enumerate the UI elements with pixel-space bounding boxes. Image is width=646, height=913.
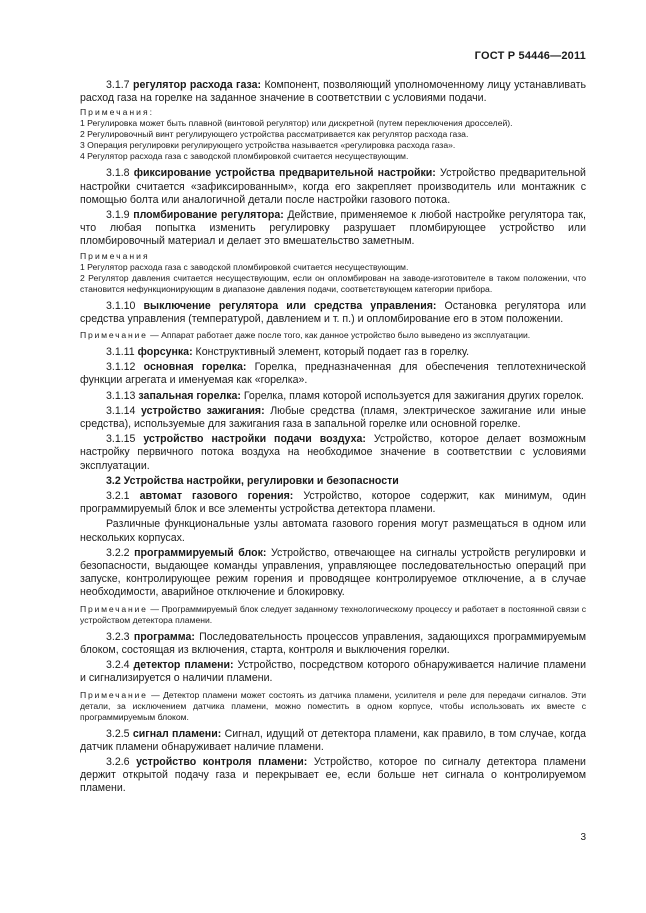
term: устройство настройки подачи воздуха: bbox=[143, 433, 366, 446]
clause-number: 3.1.7 bbox=[106, 79, 130, 91]
clause-number: 3.1.12 bbox=[106, 361, 136, 374]
definition-text: Остановка регулятора или средства управления (температурой, давлением и т. п.) и опломбирование его в этом положении. bbox=[80, 299, 586, 325]
clause-number: 3.1.8 bbox=[106, 167, 130, 180]
term: детектор пламени: bbox=[133, 659, 234, 672]
definition-text: Любые средства (пламя, электрическое зажигание или иные средства), используемые для зажигания газа в запальной горелке или основной горелке. bbox=[80, 404, 586, 431]
term: запальная горелка: bbox=[138, 389, 241, 402]
definition-3-1-7 bbox=[80, 79, 586, 105]
note-item: 2 Регулятор давления считается несуществующим, если он опломбирован на заводе-изготовителе в таком положении, что становится нефункционирующим в диапазоне давления подачи, соответствующем категории прибора. bbox=[80, 272, 586, 294]
term: основная горелка: bbox=[143, 361, 247, 374]
term: форсунка: bbox=[137, 346, 193, 359]
note-text: — Программируемый блок следует заданному технологическому процессу и работает в постоянной связи с устройством детектора пламени. bbox=[80, 603, 586, 625]
term: автомат газового горения: bbox=[139, 490, 294, 503]
standard-designation: ГОСТ Р 54446—2011 bbox=[474, 50, 586, 62]
clause-number: 3.1.10 bbox=[106, 299, 136, 312]
note-item: 1 Регулировка может быть плавной (винтовой регулятор) или дискретной (путем переключения дросселей). bbox=[80, 118, 513, 129]
term: регулятор расхода газа: bbox=[133, 79, 262, 91]
definition-text: Последовательность процессов управления, задающихся программируемым блоком, состоящая из включения, старта, контроля и выключения горелки. bbox=[80, 630, 586, 656]
note-item: 2 Регулировочный винт регулирующего устройства рассматривается как регулятор расхода газа. bbox=[80, 129, 469, 140]
definition-text: Устройство предварительной настройки считается «зафиксированным», когда его закрепляет производитель или монтажник с помощью болта или аналогичной детали после настройки газового потока. bbox=[80, 167, 586, 206]
definition-3-1-11 bbox=[80, 346, 586, 359]
definition-text: Устройство, которое по сигналу детектора пламени держит открытой подачу газа и перекрывает ее, если больше нет сигнала о контролируемом пламени. bbox=[80, 755, 586, 795]
term: выключение регулятора или средства управления: bbox=[143, 299, 437, 312]
section-heading: 3.2 Устройства настройки, регулировки и безопасности bbox=[106, 474, 399, 487]
clause-number: 3.2.4 bbox=[106, 659, 130, 672]
definition-3-2-5 bbox=[80, 728, 586, 754]
term: пломбирование регулятора: bbox=[133, 209, 284, 222]
notes-heading: Примечания: bbox=[80, 107, 155, 118]
term: устройство зажигания: bbox=[141, 404, 265, 417]
clause-number: 3.1.13 bbox=[106, 389, 136, 402]
clause-number: 3.2.3 bbox=[106, 630, 130, 643]
clause-number: 3.1.15 bbox=[106, 433, 136, 446]
document-body bbox=[80, 79, 586, 798]
definition-text: Компонент, позволяющий уполномоченному лицу устанавливать расход газа на горелке на заданное значение в соответствии с условиями подачи. bbox=[80, 79, 586, 105]
definition-text: Действие, применяемое к любой настройке регулятора так, что любая попытка изменить регулировку разрушает пломбирующее устройство или пломбировочный материал и делает это вмешательство заметным. bbox=[80, 209, 587, 248]
paragraph: Различные функциональные узлы автомата газового горения могут размещаться в одном или нескольких корпусах. bbox=[80, 518, 586, 544]
clause-number: 3.2.6 bbox=[106, 755, 130, 768]
definition-text: Устройство, отвечающее на сигналы устройств регулировки и безопасности, выдающее команды управления, управляющее последовательностью операций при запуске, контролирующее режим горения и проводящее контролируемое отключение, а в случае необходимости, аварийное отключение и блокировку. bbox=[80, 546, 586, 599]
definition-3-2-3 bbox=[80, 631, 586, 657]
note-label: Примечание bbox=[80, 603, 148, 614]
term: программа: bbox=[133, 630, 195, 643]
definition-text: Сигнал, идущий от детектора пламени, как правило, в том случае, когда датчик пламени обнаруживает наличие пламени. bbox=[80, 727, 586, 753]
clause-number: 3.2.2 bbox=[106, 546, 130, 559]
note-item: 4 Регулятор расхода газа с заводской пломбировкой считается несуществующим. bbox=[80, 151, 409, 162]
note-item: 1 Регулятор расхода газа с заводской пломбировкой считается несуществующим. bbox=[80, 261, 409, 272]
term: устройство контроля пламени: bbox=[136, 755, 308, 768]
definition-3-1-10 bbox=[80, 300, 586, 326]
definition-text: Конструктивный элемент, который подает газ в горелку. bbox=[192, 346, 470, 359]
term: программируемый блок: bbox=[134, 546, 267, 559]
definition-text: Горелка, пламя которой используется для зажигания других горелок. bbox=[240, 389, 584, 402]
note-paragraph bbox=[80, 330, 586, 341]
term: фиксирование устройства предварительной настройки: bbox=[133, 167, 436, 180]
term: сигнал пламени: bbox=[132, 727, 222, 740]
clause-number: 3.1.11 bbox=[106, 346, 135, 359]
definition-3-1-12 bbox=[80, 361, 586, 387]
definition-3-1-15 bbox=[80, 433, 586, 473]
note-label: Примечание bbox=[80, 689, 148, 700]
definition-3-2-6 bbox=[80, 756, 586, 796]
note-paragraph bbox=[80, 604, 586, 626]
definition-text: Устройство, которое содержит, как минимум, один программируемый блок и все элементы устройства детектора пламени. bbox=[80, 490, 586, 516]
note-text: — Аппарат работает даже после того, как данное устройство было выведено из эксплуатации. bbox=[147, 330, 531, 341]
clause-number: 3.1.14 bbox=[106, 404, 136, 417]
definition-3-2-4 bbox=[80, 659, 586, 685]
definition-text: Горелка, предназначенная для обеспечения теплотехнической функции агрегата и именуемая как «горелка». bbox=[80, 361, 586, 387]
definition-3-2-2 bbox=[80, 547, 586, 600]
definition-text: Устройство, которое делает возможным настройку первичного потока воздуха на необходимое значение в соответствии с условиями эксплуатации. bbox=[80, 433, 586, 472]
note-label: Примечание bbox=[80, 330, 148, 341]
clause-number: 3.1.9 bbox=[106, 209, 130, 222]
note-text: — Детектор пламени может состоять из датчика пламени, усилителя и реле для передачи сигналов. Эти детали, за исключением датчика пламени, можно поместить в одном корпусе, чтобы использовать их вместе с программируемым блоком. bbox=[80, 689, 586, 722]
note-item: 3 Операция регулировки регулирующего устройства называется «регулировка расхода газа». bbox=[80, 140, 456, 151]
page-number: 3 bbox=[580, 832, 586, 843]
definition-text: Устройство, посредством которого обнаруживается наличие пламени и сигнализируется о наличии пламени. bbox=[80, 659, 586, 685]
definition-3-1-8 bbox=[80, 167, 586, 207]
definition-3-1-13 bbox=[80, 390, 586, 403]
note-paragraph bbox=[80, 690, 586, 723]
definition-3-1-9 bbox=[80, 209, 586, 249]
clause-number: 3.2.5 bbox=[106, 727, 130, 740]
definition-3-1-14 bbox=[80, 405, 586, 431]
definition-3-2-1 bbox=[80, 490, 586, 516]
clause-number: 3.2.1 bbox=[106, 490, 130, 503]
notes-heading: Примечания bbox=[80, 250, 150, 261]
